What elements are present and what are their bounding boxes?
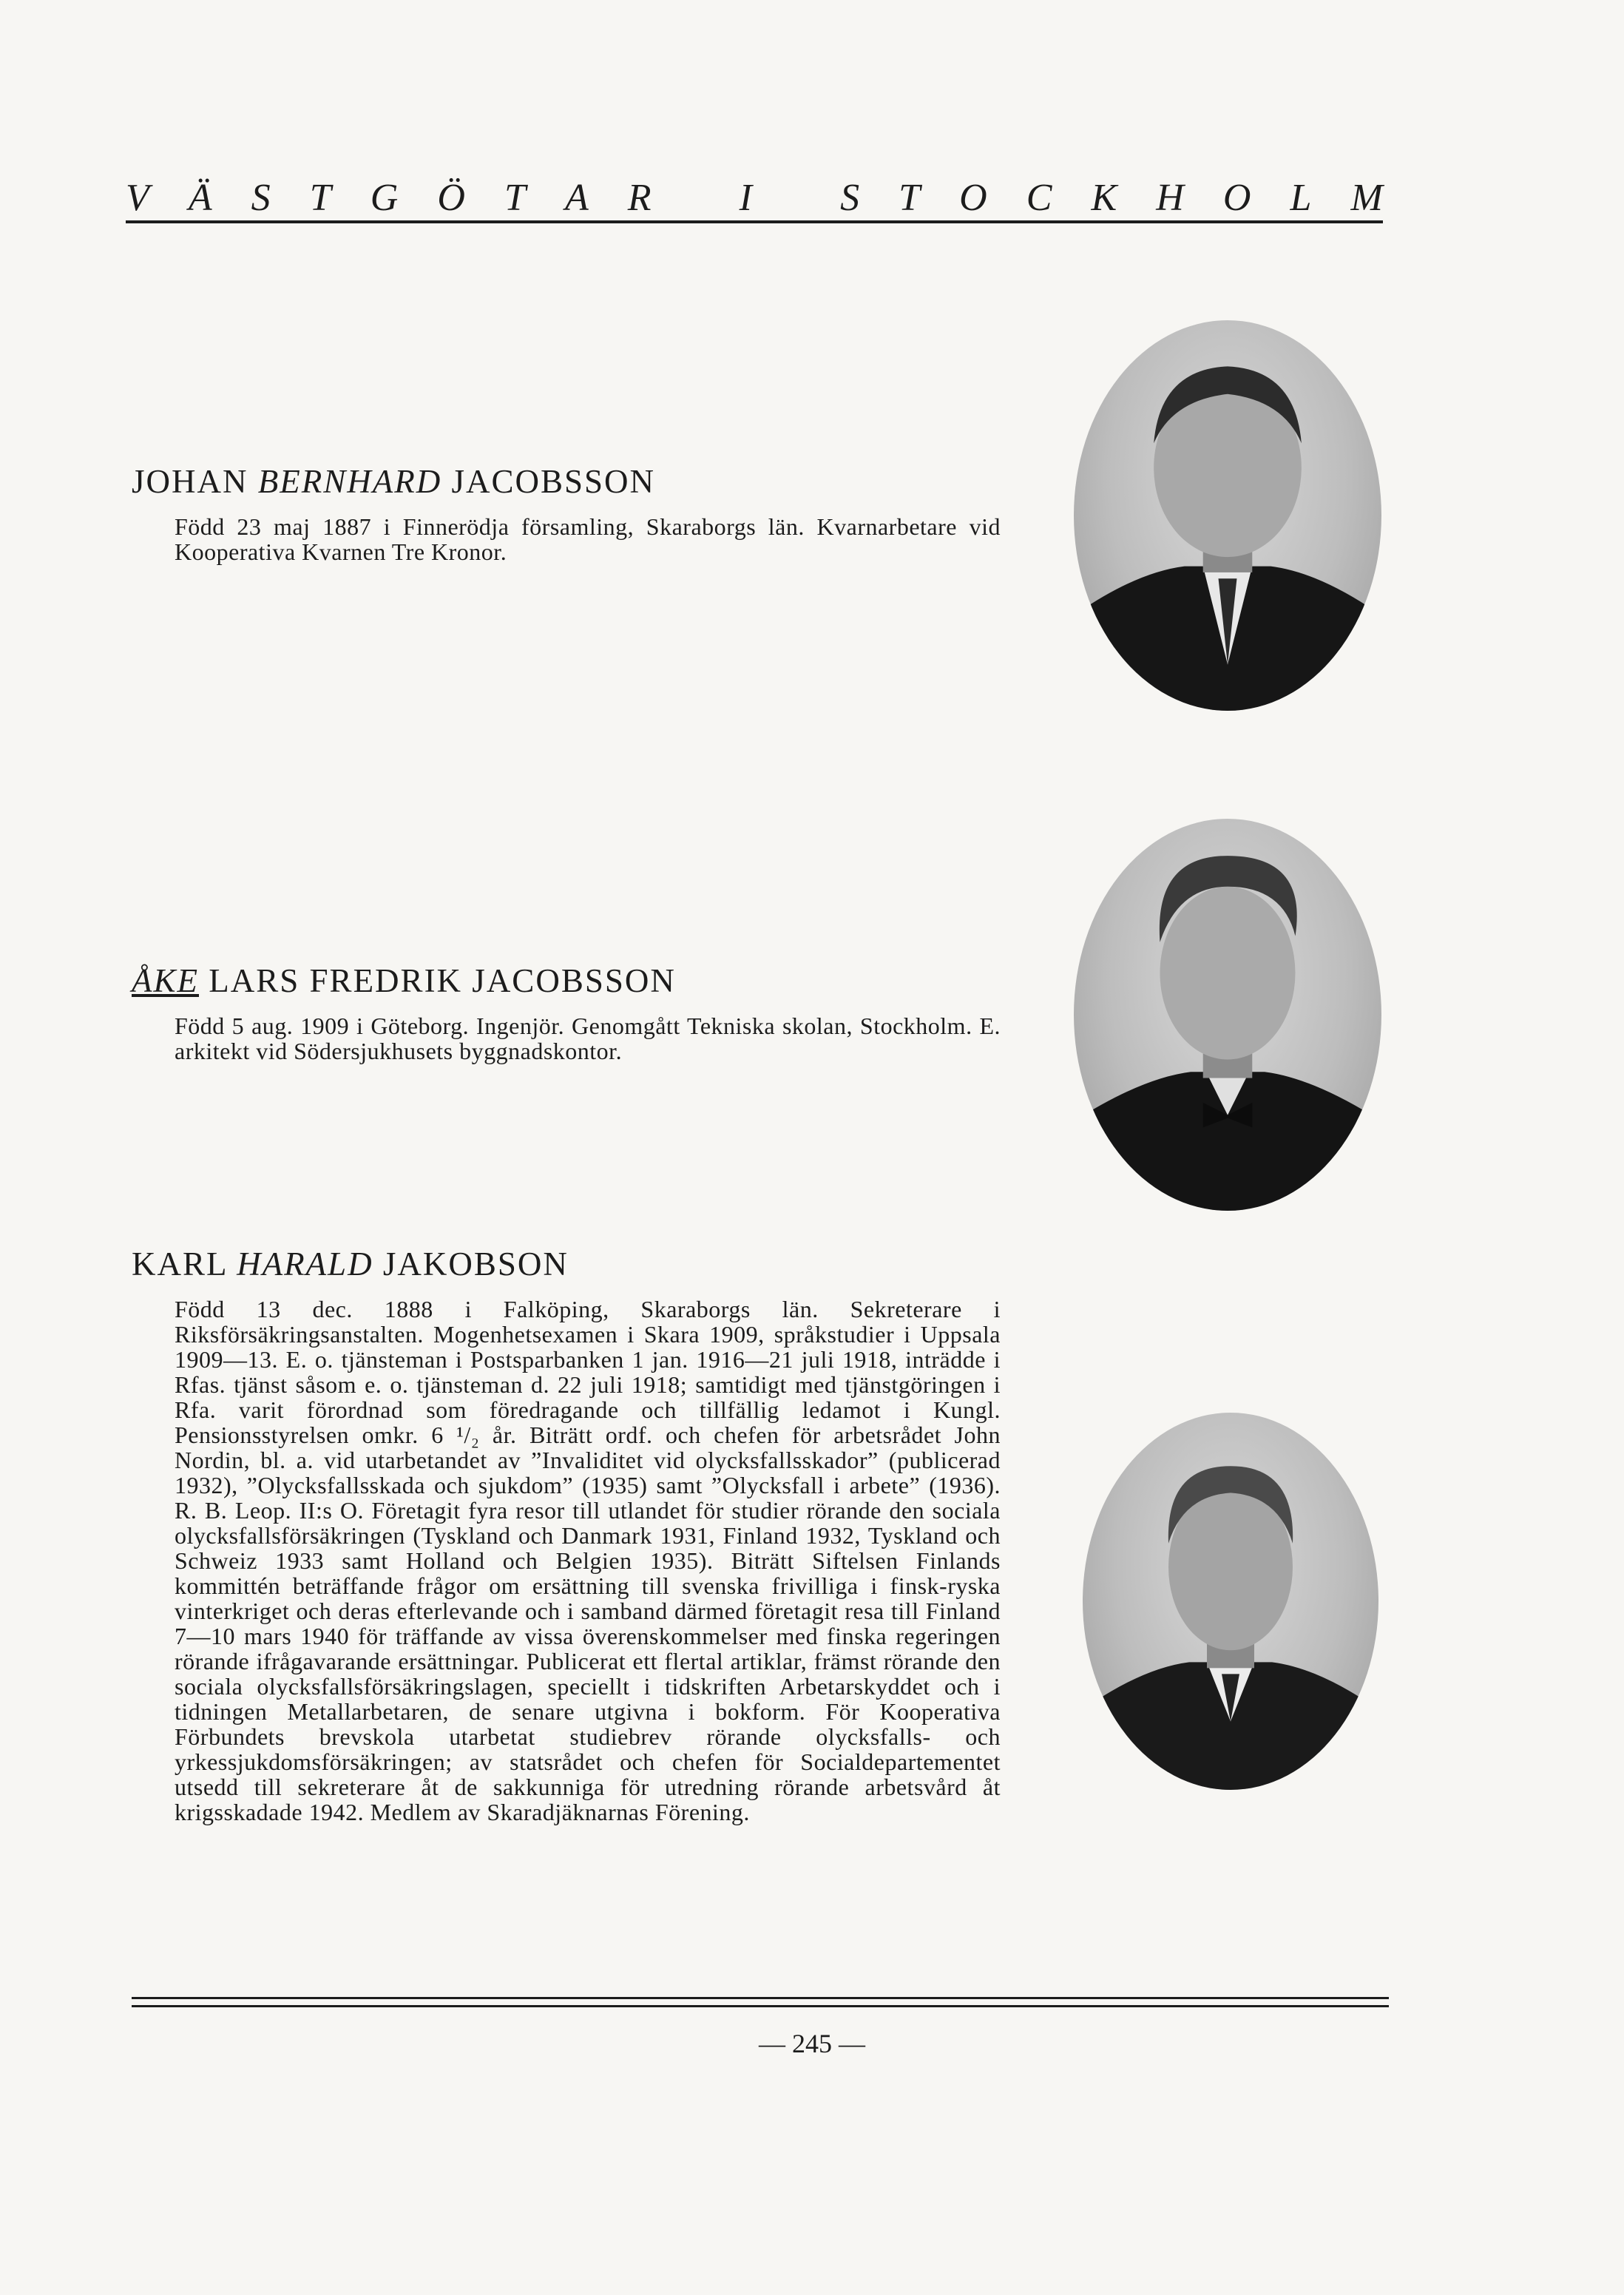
header-letter: I [739,177,752,219]
name-suffix: LARS FREDRIK JACOBSSON [199,962,676,999]
header-letter: A [564,177,589,219]
header-letter: O [1222,177,1251,219]
header-letter: C [1026,177,1052,219]
header-letter: S [840,177,860,219]
header-letter: H [1156,177,1184,219]
header-letter: L [1290,177,1312,219]
name-prefix: JOHAN [132,463,258,500]
entry-bio: Född 13 dec. 1888 i Falköping, Skaraborgs län. Sekreterare i Riksförsäkringsanstalten. Mogenhetsexamen i Skara 1909, språkstudier i Uppsala 1909—13. E. o. tjänsteman i Postsparbanken 1 jan. 1916—21 juli 1918, inträdde i Rfas. tjänst såsom e. o. tjänsteman d. 22 juli 1918; samtidigt med tjänstgöringen i Rfa. varit förordnad som föredragande och tillfällig ledamot i Kungl. Pensionsstyrelsen omkr. 6 ¹/₂ år. Biträtt ordf. och chefen för arbetsrådet John Nordin, bl. a. vid utarbetandet av ”Invaliditet vid olycksfallsskador” (publicerad 1932), ”Olycksfallsskada och sjukdom” (1935) samt ”Olycksfall i arbete” (1936). R. B. Leop. II:s O. Företagit fyra resor till utlandet för studier rörande den sociala olycksfallsförsäkringen (Tyskland och Danmark 1931, Finland 1932, Tyskland och Schweiz 1933 samt Holland och Belgien 1935). Biträtt Siftelsen Finlands kommittén beträffande frågor om ersättning till svenska frivilliga i finsk-ryska vinterkriget och deras efterlevande och i samband därmed företagit resa till Finland 7—10 mars 1940 för träffande av vissa överenskommelser med finska regeringen rörande ifrågavarande ersättningar. Publicerat ett flertal artiklar, främst rörande den sociala olycksfallsförsäkringslagen, speciellt i tidskriften Arbetarskyddet och i tidningen Metallarbetaren, de senare utgivna i bokform. För Kooperativa Förbundets brevskola utarbetat studiebrev rörande olycksfalls- och yrkessjukdomsförsäkringen; av statsrådet och chefen för Socialdepartementet utsedd till sekreterare åt de sakkunniga för utredning rörande arbetsvård åt krigsskadade 1942. Medlem av Skaradjäknarnas Förening. [175,1296,1001,1825]
portrait-photo [1083,1413,1378,1790]
header-letter: R [627,177,652,219]
name-suffix: JACOBSSON [441,463,656,500]
header-letter: S [251,177,271,219]
name-suffix: JAKOBSON [373,1245,569,1282]
header-letter: K [1091,177,1117,219]
entry-bio: Född 5 aug. 1909 i Göteborg. Ingenjör. Genomgått Tekniska skolan, Stockholm. E. arkitekt vid Södersjukhusets byggnadskontor. [175,1013,1001,1064]
portrait-photo [1074,320,1381,711]
header-letter: T [899,177,921,219]
header-letter: V [126,177,149,219]
header-letter: O [959,177,987,219]
name-prefix: KARL [132,1245,237,1282]
entry-johan-bernhard-jacobsson [132,462,1001,564]
footer-rule [132,1997,1389,1999]
header-letter: Ö [437,177,465,219]
entry-ake-lars-fredrik-jacobsson [132,961,1001,1064]
header-spacer [791,176,801,220]
header-spacer [691,176,700,220]
header-letter: G [370,177,399,219]
header-letter: T [504,177,526,219]
header-letter: T [309,177,331,219]
name-given: BERNHARD [257,463,442,500]
portrait-figure-icon [1074,320,1381,711]
entry-name [132,961,1001,1000]
footer-rule [132,2005,1389,2007]
name-given: HARALD [237,1245,373,1282]
entry-name [132,1245,1001,1283]
header-letter: M [1350,177,1383,219]
header-rule [126,220,1383,223]
name-given: ÅKE [132,962,199,999]
running-header [126,176,1383,220]
portrait-photo [1074,819,1381,1211]
entry-karl-harald-jakobson [132,1245,1001,1825]
entry-name [132,462,1001,501]
entry-bio: Född 23 maj 1887 i Finnerödja församling, Skaraborgs län. Kvarnarbetare vid Kooperativa Kvarnen Tre Kronor. [175,513,1001,565]
page-number: — 245 — [759,2029,865,2058]
portrait-figure-icon [1083,1413,1378,1790]
header-letter: Ä [188,177,212,219]
portrait-figure-icon [1074,819,1381,1211]
